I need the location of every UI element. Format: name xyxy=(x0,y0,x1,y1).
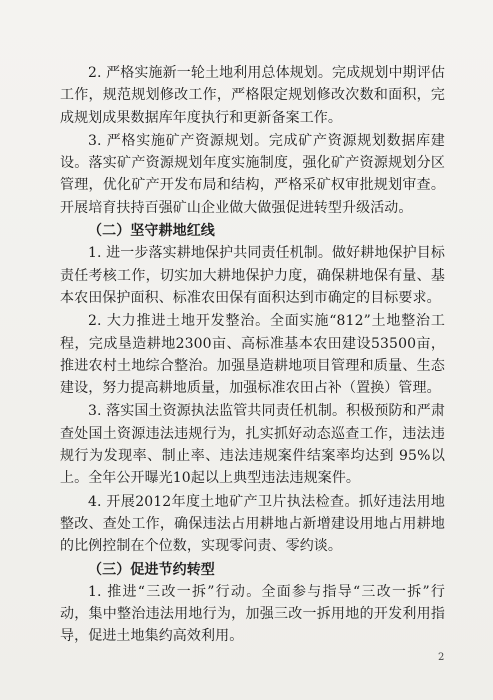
document-body xyxy=(60,62,445,649)
paragraph-satellite-inspection: 4. 开展2012年度土地矿产卫片执法检查。抓好违法用地整改、查处工作，确保违法占用耕地占新增建设用地占用耕地的比例控制在个位数，实现零问责、零约谈。 xyxy=(60,493,445,555)
paragraph-mineral-plan: 3. 严格实施矿产资源规划。完成矿产资源规划数据库建设。落实矿产资源规划年度实施制度，强化矿产资源规划分区管理，优化矿产开发布局和结构，严格采矿权审批规划审查。开展培育扶持百强矿山企业做大做强促进转型升级活动。 xyxy=(60,132,445,216)
section-heading-transformation: （三）促进节约转型 xyxy=(88,561,215,578)
paragraph-plan-implementation: 2. 严格实施新一轮土地利用总体规划。完成规划中期评估工作，规范规划修改工作，严格限定规划修改次数和面积，完成规划成果数据库年度执行和更新备案工作。 xyxy=(60,65,445,126)
paragraph-three-reforms: 1. 推进“三改一拆”行动。全面参与指导“三改一拆”行动，集中整治违法用地行为，加强三改一拆用地的开发利用指导，促进土地集约高效利用。 xyxy=(60,583,445,645)
paragraph-law-enforcement: 3. 落实国土资源执法监管共同责任机制。积极预防和严肃查处国土资源违法违规行为，扎实抓好动态巡查工作，违法违规行为发现率、制止率、违法违规案件结案率均达到 95%以上。全年公开曝光10起以上典型违法违规案件。 xyxy=(60,403,445,487)
page-number: 2 xyxy=(438,652,445,663)
section-heading-farmland: （二）坚守耕地红线 xyxy=(88,223,215,240)
paragraph-land-development: 2. 大力推进土地开发整治。全面实施“812”土地整治工程，完成垦造耕地2300亩、高标准基本农田建设53500亩，推进农村土地综合整治。加强垦造耕地项目管理和质量、生态建设，努力提高耕地质量，加强标准农田占补（置换）管理。 xyxy=(60,313,445,397)
paragraph-farmland-responsibility: 1. 进一步落实耕地保护共同责任机制。做好耕地保护目标责任考核工作，切实加大耕地保护力度，确保耕地保有量、基本农田保护面积、标准农田保有面积达到市确定的目标要求。 xyxy=(60,245,445,306)
